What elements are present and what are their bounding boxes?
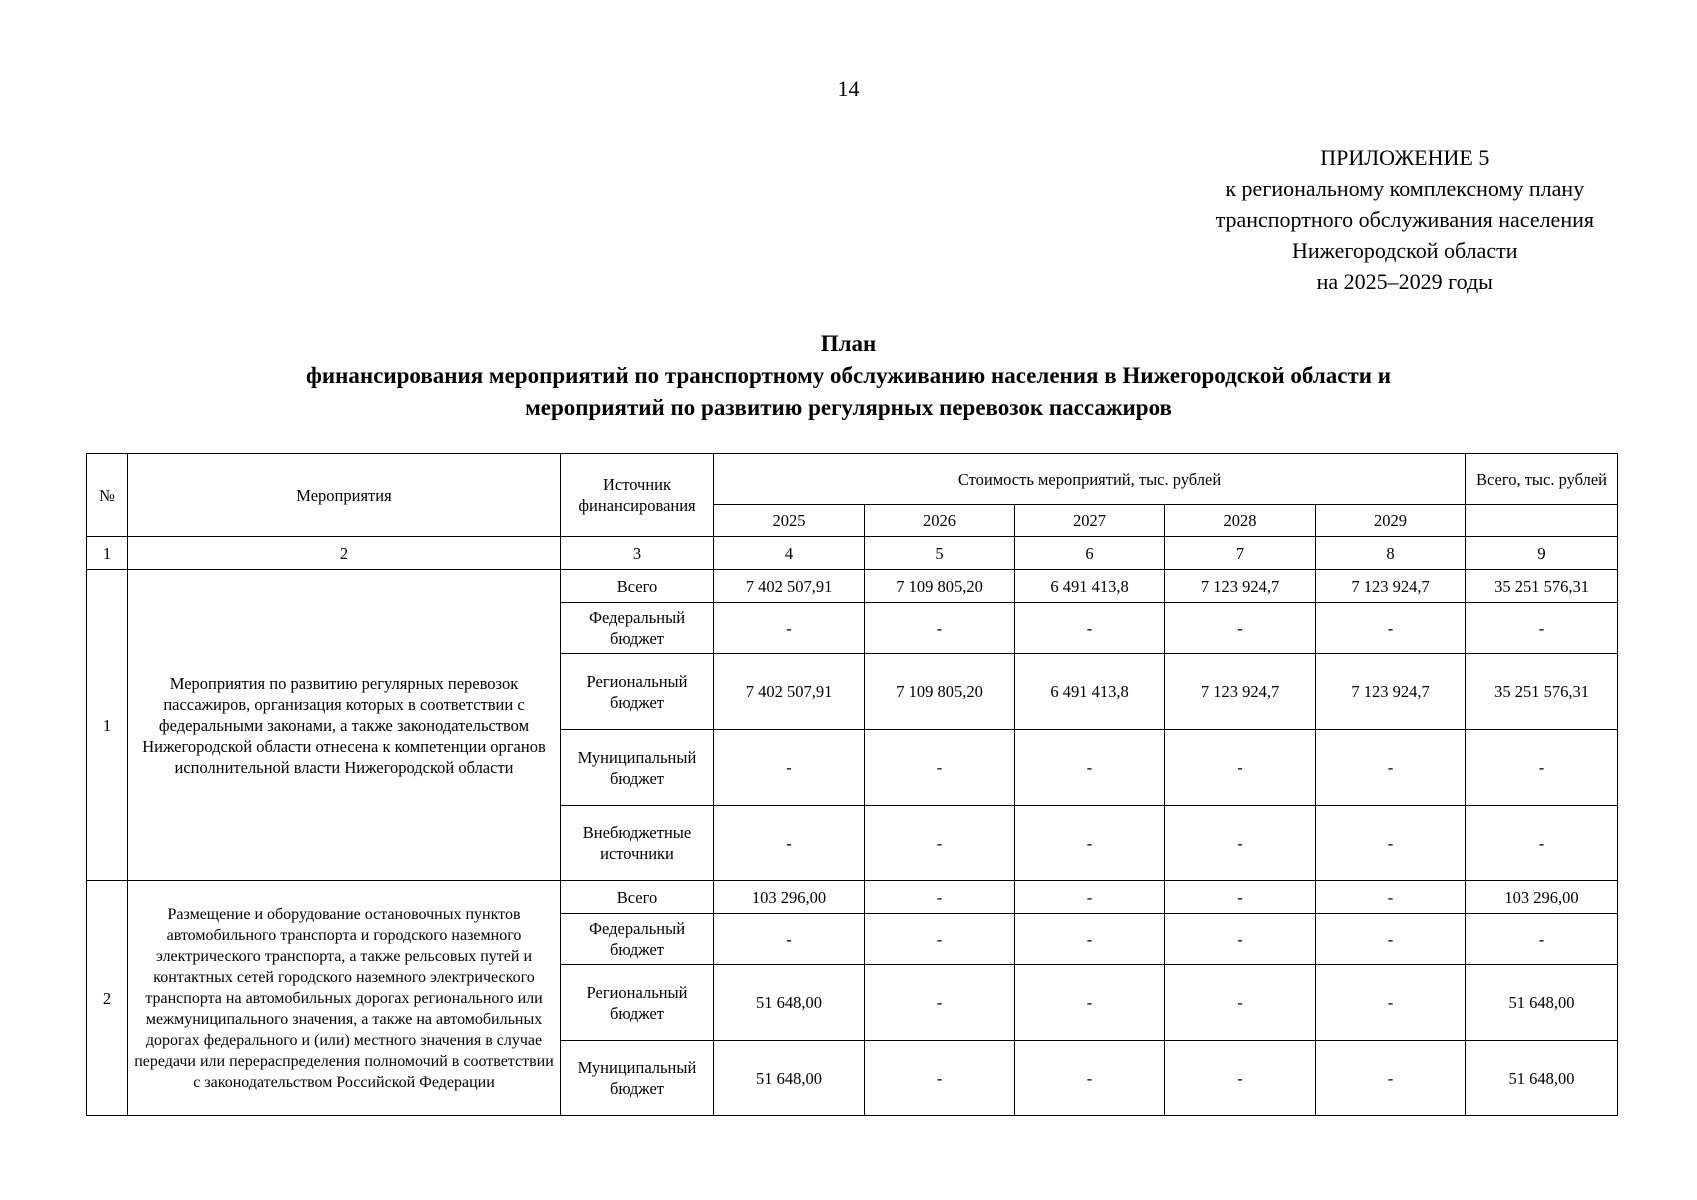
value-cell: 103 296,00	[714, 881, 865, 914]
source-name: Региональный бюджет	[561, 965, 714, 1041]
total-cell: -	[1466, 914, 1618, 965]
document-title	[0, 328, 1697, 424]
value-cell: -	[1316, 881, 1466, 914]
value-cell: -	[1316, 603, 1466, 654]
value-cell: 7 123 924,7	[1165, 570, 1316, 603]
total-cell: -	[1466, 806, 1618, 881]
value-cell: -	[865, 965, 1015, 1041]
header-event: Мероприятия	[128, 454, 561, 537]
total-cell: 35 251 576,31	[1466, 654, 1618, 730]
total-cell: -	[1466, 603, 1618, 654]
total-cell: -	[1466, 730, 1618, 806]
source-name: Муниципальный бюджет	[561, 1041, 714, 1116]
value-cell: -	[714, 730, 865, 806]
total-cell: 51 648,00	[1466, 965, 1618, 1041]
value-cell: -	[1316, 965, 1466, 1041]
event-description: Размещение и оборудование остановочных пунктов автомобильного транспорта и городского наземного электрического транспорта, а также рельсовых путей и контактных сетей городского наземного электрического транспорта на автомобильных дорогах регионального или межмуниципального значения, а также на автомобильных дорогах федерального и (или) местного значения в случае передачи или перераспределения полномочий в соответствии с законодательством Российской Федерации	[128, 881, 561, 1116]
source-name: Федеральный бюджет	[561, 603, 714, 654]
value-cell: -	[1015, 965, 1165, 1041]
source-name: Всего	[561, 570, 714, 603]
value-cell: -	[1015, 730, 1165, 806]
value-cell: -	[865, 914, 1015, 965]
appendix-line: ПРИЛОЖЕНИЕ 5	[1320, 145, 1490, 170]
column-number: 4	[714, 537, 865, 570]
value-cell: 7 402 507,91	[714, 654, 865, 730]
value-cell: -	[1165, 730, 1316, 806]
appendix-line: к региональному комплексному плану	[1225, 176, 1585, 201]
total-cell: 103 296,00	[1466, 881, 1618, 914]
header-source: Источник финансирования	[561, 454, 714, 537]
value-cell: 7 123 924,7	[1316, 570, 1466, 603]
header-total: Всего, тыс. рублей	[1466, 454, 1618, 505]
header-year: 2026	[865, 505, 1015, 537]
header-year: 2027	[1015, 505, 1165, 537]
header-cost: Стоимость мероприятий, тыс. рублей	[714, 454, 1466, 505]
page-number: 14	[837, 76, 860, 101]
value-cell: -	[1316, 914, 1466, 965]
value-cell: -	[1015, 1041, 1165, 1116]
total-cell: 51 648,00	[1466, 1041, 1618, 1116]
value-cell: -	[1165, 603, 1316, 654]
value-cell: -	[1165, 806, 1316, 881]
source-name: Всего	[561, 881, 714, 914]
financing-table	[86, 453, 1618, 1116]
value-cell: 7 402 507,91	[714, 570, 865, 603]
header-year: 2029	[1316, 505, 1466, 537]
column-number: 7	[1165, 537, 1316, 570]
value-cell: -	[1015, 806, 1165, 881]
event-num: 2	[87, 881, 128, 1116]
source-name: Федеральный бюджет	[561, 914, 714, 965]
value-cell: -	[714, 603, 865, 654]
header-year: 2028	[1165, 505, 1316, 537]
column-number: 2	[128, 537, 561, 570]
value-cell: 51 648,00	[714, 1041, 865, 1116]
value-cell: -	[1165, 914, 1316, 965]
value-cell: 7 109 805,20	[865, 654, 1015, 730]
value-cell: -	[1015, 881, 1165, 914]
column-number: 5	[865, 537, 1015, 570]
header-num: №	[87, 454, 128, 537]
value-cell: -	[865, 603, 1015, 654]
column-number: 6	[1015, 537, 1165, 570]
value-cell: -	[865, 730, 1015, 806]
value-cell: -	[1316, 1041, 1466, 1116]
title-line: План	[820, 331, 877, 356]
value-cell: 7 123 924,7	[1316, 654, 1466, 730]
value-cell: -	[865, 1041, 1015, 1116]
value-cell: -	[865, 881, 1015, 914]
value-cell: -	[1165, 1041, 1316, 1116]
column-number: 3	[561, 537, 714, 570]
value-cell: 6 491 413,8	[1015, 570, 1165, 603]
column-number: 8	[1316, 537, 1466, 570]
value-cell: -	[714, 806, 865, 881]
value-cell: -	[1015, 603, 1165, 654]
value-cell: -	[1316, 806, 1466, 881]
title-line: мероприятий по развитию регулярных перевозок пассажиров	[525, 395, 1172, 420]
appendix-line: Нижегородской области	[1292, 238, 1518, 263]
title-line: финансирования мероприятий по транспортному обслуживанию населения в Нижегородской области и	[305, 363, 1392, 388]
value-cell: 7 123 924,7	[1165, 654, 1316, 730]
source-name: Региональный бюджет	[561, 654, 714, 730]
appendix-header	[1216, 142, 1594, 297]
table-row	[87, 570, 1618, 603]
value-cell: -	[714, 914, 865, 965]
source-name: Внебюджетные источники	[561, 806, 714, 881]
value-cell: 51 648,00	[714, 965, 865, 1041]
value-cell: -	[1316, 730, 1466, 806]
value-cell: -	[1165, 881, 1316, 914]
event-description: Мероприятия по развитию регулярных перевозок пассажиров, организация которых в соответствии с федеральными законами, а также законодательством Нижегородской области отнесена к компетенции органов исполнительной власти Нижегородской области	[128, 570, 561, 881]
appendix-line: на 2025–2029 годы	[1316, 269, 1493, 294]
value-cell: -	[865, 806, 1015, 881]
appendix-line: транспортного обслуживания населения	[1215, 207, 1594, 232]
header-empty	[1466, 505, 1618, 537]
value-cell: -	[1165, 965, 1316, 1041]
header-year: 2025	[714, 505, 865, 537]
column-number: 9	[1466, 537, 1618, 570]
event-num: 1	[87, 570, 128, 881]
source-name: Муниципальный бюджет	[561, 730, 714, 806]
column-number: 1	[87, 537, 128, 570]
table-row	[87, 881, 1618, 914]
column-number-row	[87, 537, 1618, 570]
value-cell: -	[1015, 914, 1165, 965]
value-cell: 7 109 805,20	[865, 570, 1015, 603]
value-cell: 6 491 413,8	[1015, 654, 1165, 730]
total-cell: 35 251 576,31	[1466, 570, 1618, 603]
